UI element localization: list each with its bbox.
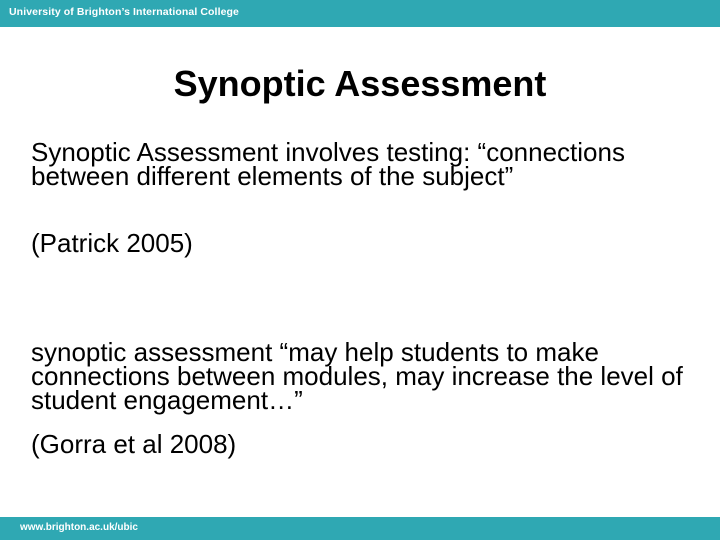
citation-1: (Patrick 2005) [31, 228, 193, 258]
footer-url[interactable]: www.brighton.ac.uk/ubic [20, 522, 138, 533]
citation-2: (Gorra et al 2008) [31, 429, 237, 459]
header-bar [0, 0, 720, 27]
body-paragraph-2: synoptic assessment “may help students to make connections between modules, may increase the level of student engagement…” [31, 337, 683, 416]
header-title: University of Brighton’s International College [9, 6, 239, 18]
body-paragraph-1: Synoptic Assessment involves testing: “connections between different elements of the subject” [31, 137, 625, 192]
slide-title: Synoptic Assessment [173, 63, 547, 104]
footer-bar [0, 517, 720, 540]
